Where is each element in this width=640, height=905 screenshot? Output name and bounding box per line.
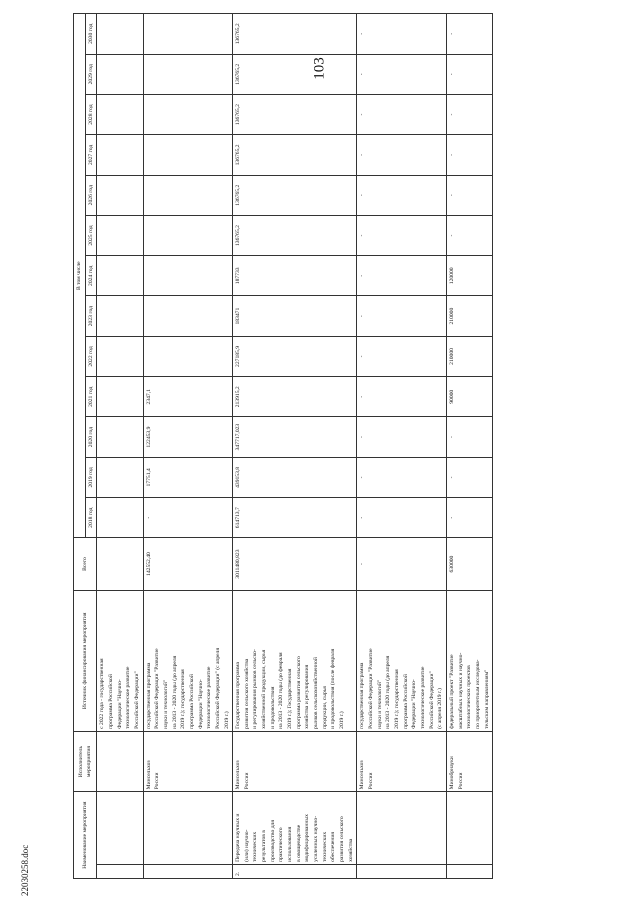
row-year-value: 90000	[446, 377, 492, 417]
row-source: с 2022 года - государственная программа Российской Федерации "Научно- технологическое развитие Российской Федерации"	[97, 590, 143, 731]
row-total	[97, 538, 143, 590]
row-year-value: -	[357, 54, 447, 94]
row-year-value	[143, 336, 233, 376]
row-year-value	[97, 336, 143, 376]
row-executor: Минсельхоз России	[143, 731, 233, 791]
row-year-value: 439153,8	[233, 457, 357, 497]
row-executor	[97, 731, 143, 791]
row-year-value: -	[446, 457, 492, 497]
row-year-value	[143, 94, 233, 134]
row-year-value: 347717,023	[233, 417, 357, 457]
row-year-value	[143, 54, 233, 94]
row-name	[97, 792, 143, 865]
header-year: 2030 год	[85, 14, 97, 55]
header-year: 2019 год	[85, 457, 97, 497]
row-year-value: -	[446, 417, 492, 457]
row-year-value: -	[446, 498, 492, 538]
row-year-value	[97, 377, 143, 417]
header-year: 2022 год	[85, 336, 97, 376]
row-name: Передача научных и (или) научно- технических результатов в производство для практического использования в овощеводстве модифицированных усиленных научно- технических обеспечения развития сельского хозяйства	[233, 792, 357, 865]
row-year-value: -	[357, 135, 447, 175]
row-source: государственная программа Российской Федерации "Развитие науки и технологий" на 2013 - 2020 годы (до апреля 2019 г.); государственная программа Российской Федерации "Научно- технологическое развитие Российской Федерации" (с апреля 2019 г.)	[143, 590, 233, 731]
row-year-value	[97, 54, 143, 94]
row-year-value: -	[446, 135, 492, 175]
row-year-value: 136765,2	[233, 94, 357, 134]
row-year-value: 183471	[233, 296, 357, 336]
row-year-value	[143, 296, 233, 336]
row-year-value: 210000	[446, 296, 492, 336]
table-row	[97, 14, 143, 879]
row-year-value	[97, 256, 143, 296]
row-total: 142552,40	[143, 538, 233, 590]
row-year-value: -	[357, 336, 447, 376]
row-year-value: -	[446, 54, 492, 94]
header-source: Источник финансирования мероприятия	[74, 590, 97, 731]
row-year-value: 213915,2	[233, 377, 357, 417]
header-row	[74, 14, 86, 879]
row-year-value: -	[357, 256, 447, 296]
row-index: 2.	[233, 864, 357, 878]
row-year-value: 227185,9	[233, 336, 357, 376]
row-year-value: -	[357, 94, 447, 134]
header-name: Наименование мероприятия	[74, 792, 97, 879]
row-year-value: 136765,2	[233, 135, 357, 175]
row-year-value	[143, 256, 233, 296]
header-year: 2026 год	[85, 175, 97, 215]
row-name	[357, 792, 447, 865]
row-year-value	[97, 457, 143, 497]
row-year-value: -	[357, 14, 447, 55]
header-year: 2018 год	[85, 498, 97, 538]
row-source: федеральный проект "Развитие масштабных научных и научно- технологических проектов по приоритетным исследова- тельским направлениям"	[446, 590, 492, 731]
header-year: 2027 год	[85, 135, 97, 175]
row-total: -	[357, 538, 447, 590]
row-year-value: -	[357, 417, 447, 457]
row-executor: Минобрнауки России	[446, 731, 492, 791]
row-year-value	[97, 215, 143, 255]
row-source: государственная программа Российской Федерации "Развитие науки и технологий" на 2013 - 2020 годы (до апреля 2019 г.); государственная программа Российской Федерации "Научно- технологическое развитие Российской Федерации" (с апреля 2019 г.)	[357, 590, 447, 731]
header-year: 2021 год	[85, 377, 97, 417]
header-total: Всего	[74, 538, 97, 590]
row-year-value: -	[357, 215, 447, 255]
row-index	[446, 864, 492, 878]
header-year: 2025 год	[85, 215, 97, 255]
row-year-value: 136765,2	[233, 215, 357, 255]
header-in-that-number: В том числе	[74, 14, 86, 538]
table-row	[233, 14, 357, 879]
row-year-value	[143, 135, 233, 175]
row-year-value	[97, 135, 143, 175]
row-year-value: -	[357, 296, 447, 336]
row-year-value: 614713,7	[233, 498, 357, 538]
row-year-value	[97, 94, 143, 134]
row-year-value	[143, 215, 233, 255]
row-year-value: -	[143, 498, 233, 538]
row-source: Государственная программа развития сельского хозяйства и регулирования рынков сельско- хозяйственной продукции, сырья и продовольствия на 2013 - 2020 годы (до февраля 2019 г.); Государственная программа развития сельского хозяйства и регулирования рынков сельскохозяйственной продукции, сырья и продовольствия (после февраля 2019 г.)	[233, 590, 357, 731]
page-number: 103	[311, 57, 328, 80]
row-executor: Минсельхоз России	[233, 731, 357, 791]
document-id: 22030258.doc	[20, 844, 30, 896]
row-index	[143, 864, 233, 878]
row-year-value: -	[357, 457, 447, 497]
row-name	[446, 792, 492, 865]
header-executor: Исполнитель мероприятия	[74, 731, 97, 791]
row-total: 630000	[446, 538, 492, 590]
row-index	[97, 864, 143, 878]
row-total: 3011480,823	[233, 538, 357, 590]
header-year: 2020 год	[85, 417, 97, 457]
row-year-value: 187733	[233, 256, 357, 296]
row-executor: Минсельхоз России	[357, 731, 447, 791]
row-year-value	[97, 498, 143, 538]
row-name	[143, 792, 233, 865]
table-row	[143, 14, 233, 879]
row-year-value: 120000	[446, 256, 492, 296]
row-year-value: -	[446, 14, 492, 55]
row-year-value: 17751,4	[143, 457, 233, 497]
row-year-value: 210000	[446, 336, 492, 376]
row-year-value: 2347,1	[143, 377, 233, 417]
row-year-value: -	[357, 377, 447, 417]
financing-table	[73, 13, 493, 879]
row-year-value	[143, 14, 233, 55]
header-year: 2023 год	[85, 296, 97, 336]
row-year-value: 136765,2	[233, 175, 357, 215]
table-row	[446, 14, 492, 879]
header-year: 2028 год	[85, 94, 97, 134]
rotated-table-wrapper	[73, 13, 616, 879]
row-year-value	[97, 14, 143, 55]
header-year: 2024 год	[85, 256, 97, 296]
row-year-value: -	[446, 175, 492, 215]
header-year: 2029 год	[85, 54, 97, 94]
row-year-value: 136765,2	[233, 14, 357, 55]
row-year-value: -	[357, 498, 447, 538]
row-year-value	[97, 417, 143, 457]
row-year-value: -	[357, 175, 447, 215]
row-year-value: -	[446, 94, 492, 134]
row-year-value: -	[446, 215, 492, 255]
row-index	[357, 864, 447, 878]
table-row	[357, 14, 447, 879]
row-year-value	[97, 296, 143, 336]
row-year-value	[143, 175, 233, 215]
row-year-value	[97, 175, 143, 215]
row-year-value: 136765,2	[233, 54, 357, 94]
row-year-value: 122453,9	[143, 417, 233, 457]
